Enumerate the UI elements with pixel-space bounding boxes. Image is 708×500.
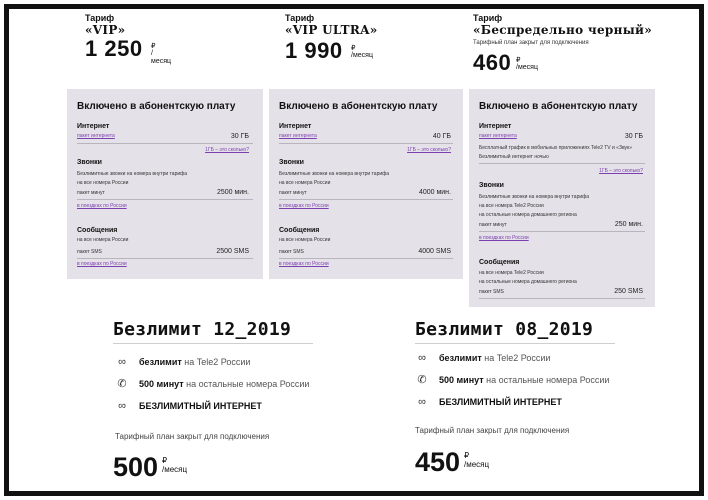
calls-line: Безлимитные звонки на номера внутри тарифа: [479, 194, 590, 200]
sms-heading: Сообщения: [279, 227, 320, 234]
calls-line: пакет минут: [479, 222, 507, 228]
sms-line: на все номера России: [77, 237, 129, 243]
sms-line: пакет SMS: [479, 289, 504, 295]
plan-name: «VIP»: [85, 23, 126, 37]
included-card-vip: [67, 89, 263, 279]
divider: [479, 231, 645, 232]
gb-info-link[interactable]: 1ГБ – это сколько?: [407, 147, 451, 153]
infinity-icon: ∞: [118, 400, 126, 412]
plan-title: Безлимит 12_2019: [113, 319, 292, 340]
sms-line: на остальные номера домашнего региона: [479, 279, 577, 285]
divider: [479, 298, 645, 299]
calls-value: 250 мин.: [614, 221, 643, 228]
divider: [77, 143, 253, 144]
per-month: /месяц: [151, 50, 172, 65]
roaming-link[interactable]: в поездках по России: [77, 261, 127, 267]
calls-heading: Звонки: [279, 159, 304, 166]
plan-vip-header: [85, 13, 172, 65]
plan-name: «Беспредельно черный»: [473, 23, 653, 37]
internet-value: 40 ГБ: [432, 133, 451, 140]
calls-line: пакет минут: [77, 190, 105, 196]
internet-package-link[interactable]: пакет интернета: [479, 133, 517, 139]
calls-line: Безлимитные звонки на номера внутри тарифа: [279, 171, 390, 177]
internet-package-link[interactable]: пакет интернета: [77, 133, 115, 139]
plan-price: 500: [113, 452, 159, 482]
plan-label: Тариф: [285, 13, 315, 23]
divider: [279, 143, 453, 144]
title-underline: [415, 343, 615, 344]
calls-line: Безлимитные звонки на номера внутри тарифа: [77, 171, 188, 177]
divider: [479, 163, 645, 164]
divider: [77, 199, 253, 200]
closed-note: Тарифный план закрыт для подключения: [415, 426, 570, 435]
calls-value: 2500 мин.: [216, 189, 249, 196]
bezlimit-08-2019-title-wrap: [415, 319, 615, 344]
calls-line: пакет минут: [279, 190, 307, 196]
per-month: /месяц: [351, 52, 373, 59]
plan-price: 460: [473, 50, 512, 75]
per-month: /месяц: [516, 64, 538, 71]
feature-unlimited-tele2: безлимит на Tele2 России: [139, 357, 251, 367]
calls-line: на все номера Tele2 России: [479, 203, 544, 209]
sms-line: на все номера России: [279, 237, 331, 243]
included-card-black: [469, 89, 655, 307]
roaming-link[interactable]: в поездках по России: [479, 235, 529, 241]
sms-heading: Сообщения: [77, 227, 118, 234]
feature-minutes: 500 минут на остальные номера России: [139, 379, 310, 389]
divider: [77, 258, 253, 259]
internet-value: 30 ГБ: [624, 133, 643, 140]
bezlimit-12-2019-title-wrap: [113, 319, 313, 344]
card-title: Включено в абонентскую плату: [479, 101, 638, 112]
infinity-icon: ∞: [418, 352, 426, 364]
closed-note: Тарифный план закрыт для подключения: [473, 40, 589, 46]
roaming-link[interactable]: в поездках по России: [279, 203, 329, 209]
included-card-vip-ultra: [269, 89, 463, 279]
ruble-sign: ₽: [464, 451, 470, 460]
phone-icon: ✆: [117, 378, 127, 390]
sms-line: на все номера Tele2 России: [479, 270, 544, 276]
plan-price: 450: [415, 447, 461, 477]
sms-value: 4000 SMS: [418, 248, 451, 255]
infinity-icon: ∞: [118, 356, 126, 368]
infinity-icon: ∞: [418, 396, 426, 408]
closed-note: Тарифный план закрыт для подключения: [115, 432, 270, 441]
divider: [279, 258, 453, 259]
internet-package-link[interactable]: пакет интернета: [279, 133, 317, 139]
per-month: /месяц: [162, 465, 188, 474]
calls-line: на все номера России: [77, 180, 129, 186]
sms-line: пакет SMS: [279, 249, 304, 255]
per-month: /месяц: [464, 460, 490, 469]
internet-line: Безлимитный интернет ночью: [479, 154, 549, 160]
calls-line: на остальные номера домашнего региона: [479, 212, 577, 218]
sms-line: пакет SMS: [77, 249, 102, 255]
ruble-sign: ₽: [351, 45, 356, 52]
card-title: Включено в абонентскую плату: [279, 101, 438, 112]
calls-heading: Звонки: [479, 182, 504, 189]
calls-value: 4000 мин.: [418, 189, 451, 196]
plan-price: 1 250: [85, 36, 143, 61]
feature-minutes: 500 минут на остальные номера России: [439, 375, 610, 385]
plan-black-header: [473, 13, 652, 75]
feature-internet: БЕЗЛИМИТНЫЙ ИНТЕРНЕТ: [139, 401, 262, 411]
plan-label: Тариф: [85, 13, 115, 23]
sms-heading: Сообщения: [479, 259, 520, 266]
title-underline: [113, 343, 313, 344]
internet-heading: Интернет: [77, 123, 110, 130]
phone-icon: ✆: [417, 374, 427, 386]
feature-unlimited-tele2: безлимит на Tele2 России: [439, 353, 551, 363]
ruble-sign: ₽: [151, 43, 156, 50]
ruble-sign: ₽: [516, 57, 521, 64]
gb-info-link[interactable]: 1ГБ – это сколько?: [599, 168, 643, 174]
calls-line: на все номера России: [279, 180, 331, 186]
divider: [279, 199, 453, 200]
roaming-link[interactable]: в поездках по России: [279, 261, 329, 267]
internet-value: 30 ГБ: [230, 133, 249, 140]
internet-line: Бесплатный трафик в мобильных приложениях Tele2 TV и «Звук»: [479, 145, 632, 151]
collage-frame: [4, 4, 704, 496]
plan-label: Тариф: [473, 13, 503, 23]
internet-heading: Интернет: [479, 123, 512, 130]
plan-name: «VIP ULTRA»: [285, 23, 378, 37]
roaming-link[interactable]: в поездках по России: [77, 203, 127, 209]
plan-price: 1 990: [285, 38, 343, 63]
calls-heading: Звонки: [77, 159, 102, 166]
gb-info-link[interactable]: 1ГБ – это сколько?: [205, 147, 249, 153]
plan-title: Безлимит 08_2019: [415, 319, 594, 340]
sms-value: 2500 SMS: [216, 248, 249, 255]
card-title: Включено в абонентскую плату: [77, 101, 236, 112]
plan-vip-ultra-header: [285, 13, 378, 63]
sms-value: 250 SMS: [614, 288, 643, 295]
feature-internet: БЕЗЛИМИТНЫЙ ИНТЕРНЕТ: [439, 397, 562, 407]
ruble-sign: ₽: [162, 456, 168, 465]
internet-heading: Интернет: [279, 123, 312, 130]
